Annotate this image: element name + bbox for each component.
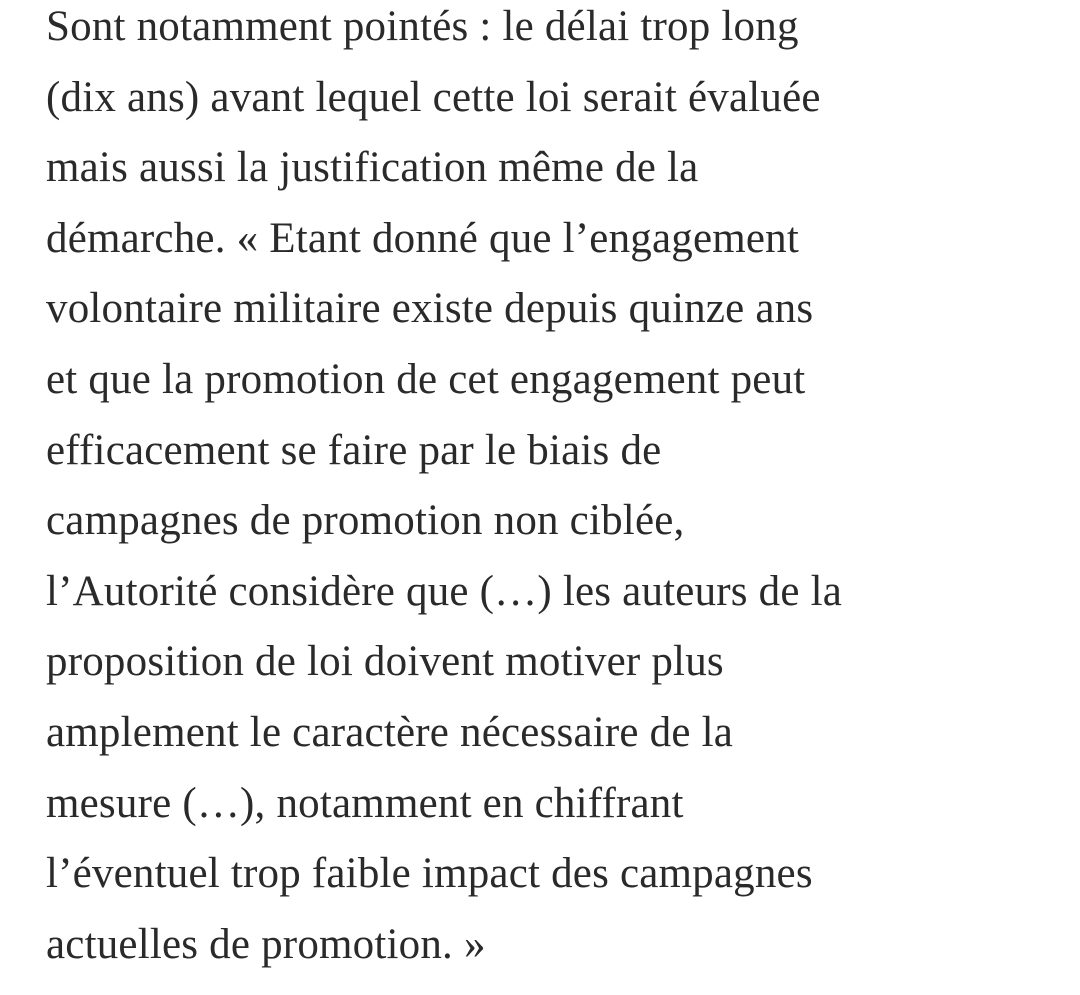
paragraph-line: proposition de loi doivent motiver plus [46,638,724,686]
paragraph-line: (dix ans) avant lequel cette loi serait évaluée [46,73,821,121]
paragraph-line: démarche. « Etant donné que l’engagement [46,214,800,262]
article-paragraph [46,0,1056,980]
paragraph-line: amplement le caractère nécessaire de la [46,708,734,756]
paragraph-line: l’Autorité considère que (…) les auteurs de la [46,567,843,615]
paragraph-line: campagnes de promotion non ciblée, [46,497,685,545]
paragraph-line: mesure (…), notamment en chiffrant [46,779,684,827]
paragraph-line: volontaire militaire existe depuis quinze ans [46,285,814,333]
paragraph-line: mais aussi la justification même de la [46,144,699,192]
paragraph-line: l’éventuel trop faible impact des campagnes [46,850,813,898]
paragraph-line: actuelles de promotion. » [46,920,486,968]
paragraph-line: et que la promotion de cet engagement peut [46,355,806,403]
paragraph-line: efficacement se faire par le biais de [46,426,662,474]
paragraph-line: Sont notamment pointés : le délai trop long [46,3,799,50]
